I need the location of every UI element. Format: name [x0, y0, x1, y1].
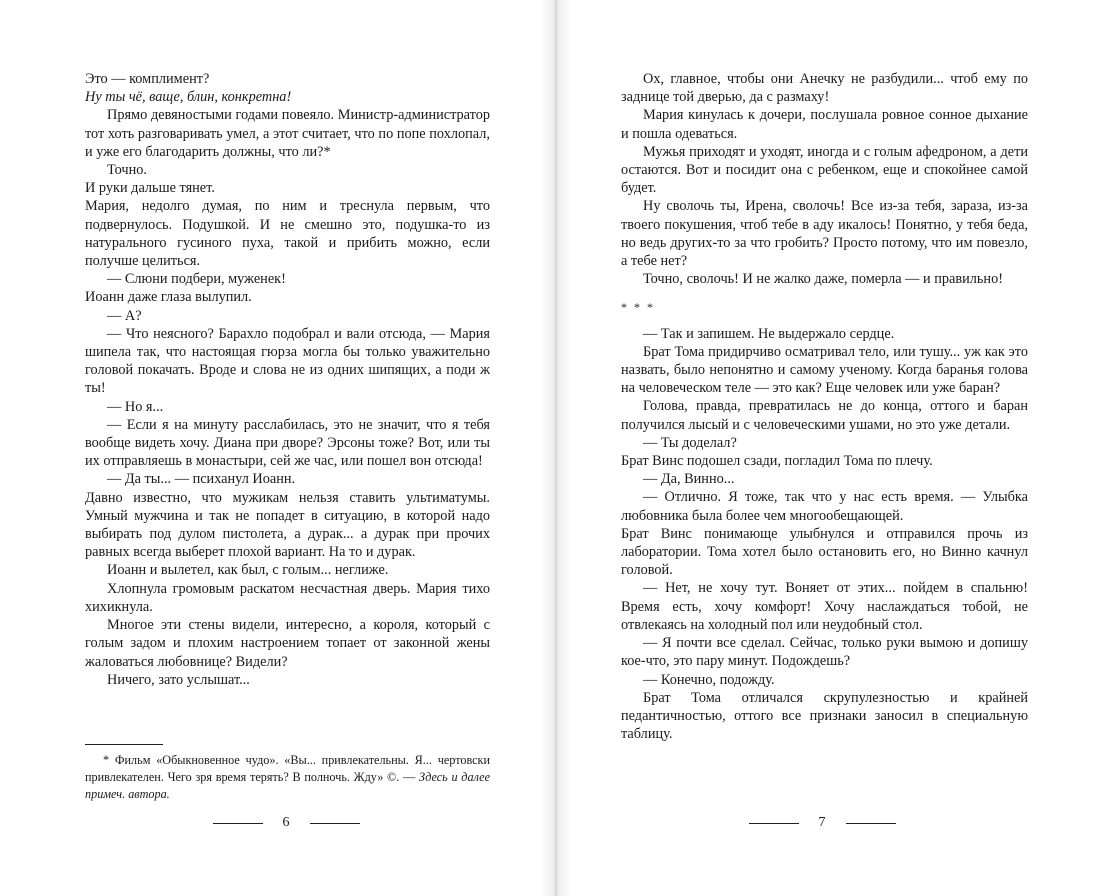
- paragraph: Голова, правда, превратилась не до конца, оттого и баран получился лысый и с человеческими ушами, но это уже детали.: [621, 398, 1028, 433]
- page-number-left: [186, 814, 386, 832]
- paragraph: Хлопнула громовым раскатом несчастная дверь. Мария тихо хихикнула.: [85, 580, 490, 615]
- folio-dash: [213, 823, 263, 824]
- footnote-divider: [85, 744, 163, 745]
- paragraph: Ох, главное, чтобы они Анечку не разбудили... чтоб ему по заднице той дверью, да с размаху!: [621, 71, 1028, 106]
- paragraph-italic: Ну ты чё, ваще, блин, конкретна!: [85, 89, 292, 106]
- folio-dash: [749, 823, 799, 824]
- paragraph: — Да ты... — психанул Иоанн.: [107, 471, 296, 488]
- paragraph: Брат Тома придирчиво осматривал тело, или тушу... уж как это назвать, было непонятно и самому ученому. Когда баранья голова на человеческом теле — это как? Еще человек или уже баран?: [621, 343, 1028, 397]
- paragraph: Брат Винс понимающе улыбнулся и отправился прочь из лаборатории. Тома хотел было остановить его, но Винно качнул головой.: [621, 525, 1028, 579]
- paragraph: — Ты доделал?: [643, 434, 737, 451]
- scene-separator: * * *: [621, 300, 655, 315]
- left-page-text: [85, 70, 490, 689]
- paragraph: — Нет, не хочу тут. Воняет от этих... пойдем в спальню! Время есть, хочу комфорт! Хочу наслаждаться тобой, не отвлекаясь на холодный пол или неудобный стол.: [621, 580, 1028, 633]
- paragraph: Многое эти стены видели, интересно, а короля, который с голым задом и плохим настроением топает от законной жены жаловаться любовнице? Видели?: [85, 617, 490, 670]
- paragraph: Ну сволочь ты, Ирена, сволочь! Все из-за тебя, зараза, из-за твоего покушения, чтоб тебе в аду икалось! Понятно, у тебя беда, но ведь других-то за что гробить? Просто потому, что им повезло, а тебе нет?: [621, 198, 1028, 270]
- paragraph: Давно известно, что мужикам нельзя ставить ультиматумы. Умный мужчина и так не попадет в ситуацию, в которой надо выбирать под дулом пистолета, а дурак... а дурак при прочих равных всегда выберет плохой вариант. На то и дурак.: [85, 489, 490, 561]
- page-number: 6: [282, 815, 290, 830]
- paragraph: — Да, Винно...: [643, 471, 735, 488]
- paragraph: Мужья приходят и уходят, иногда и с голым афедроном, а дети остаются. Вот и посидит она с ребенком, еще и спокойнее самой будет.: [621, 143, 1028, 197]
- paragraph: — Так и запишем. Не выдержало сердце.: [643, 325, 895, 342]
- footnote-text: * Фильм «Обыкновенное чудо». «Вы... привлекательны. Я... чертовски привлекателен. Чего зря время терять? В полночь. Жду» ©. —: [85, 753, 490, 784]
- paragraph: Иоанн даже глаза вылупил.: [85, 289, 252, 306]
- paragraph: — Если я на минуту расслабилась, это не значит, что я тебя вообще видеть хочу. Диана при дворе? Эрсоны тоже? Вот, или ты их отправляешь в монастыри, сей же час, или пошел вон отсюда!: [85, 416, 490, 470]
- paragraph: И руки дальше тянет.: [85, 180, 215, 197]
- page-number-right: [722, 814, 922, 832]
- paragraph: — Я почти все сделал. Сейчас, только руки вымою и допишу кое-что, это пару минут. Подождешь?: [621, 635, 1028, 670]
- paragraph: — А?: [107, 307, 142, 324]
- paragraph: Прямо девяностыми годами повеяло. Министр-администратор тот хоть разговаривать умел, а этот считает, что по попе похлопал, и уже его благодарить должны, что ли?*: [85, 107, 490, 160]
- paragraph: — Слюни подбери, муженек!: [107, 271, 286, 288]
- paragraph: — Что неясного? Барахло подобрал и вали отсюда, — Мария шипела так, что настоящая гюрза могла бы только уважительно головой покачать. Вроде и слова не из одних шипящих, а поди ж ты!: [85, 325, 490, 397]
- paragraph: — Отлично. Я тоже, так что у нас есть время. — Улыбка любовника была более чем многообещающей.: [621, 489, 1028, 524]
- paragraph: Точно.: [107, 162, 148, 179]
- page-number: 7: [818, 815, 826, 830]
- paragraph: Брат Тома отличался скрупулезностью и крайней педантичностью, оттого все признаки заносил в специальную таблицу.: [621, 689, 1028, 743]
- paragraph: Это — комплимент?: [85, 71, 210, 87]
- paragraph: — Но я...: [107, 398, 164, 415]
- right-page-text: [621, 70, 1028, 743]
- paragraph: Иоанн и вылетел, как был, с голым... неглиже.: [107, 562, 389, 579]
- footnote: [85, 752, 490, 803]
- folio-dash: [310, 823, 360, 824]
- paragraph: Точно, сволочь! И не жалко даже, померла — и правильно!: [643, 271, 1003, 288]
- folio-dash: [846, 823, 896, 824]
- footnote-italic: Здесь и далее примеч. автора.: [85, 770, 491, 801]
- paragraph: — Конечно, подожду.: [643, 671, 775, 688]
- paragraph: Мария, недолго думая, по ним и треснула первым, что подвернулось. Подушкой. И не смешно это, подушка-то из натурального гусиного пуха, такой и прибить можно, если получше целиться.: [85, 198, 490, 270]
- paragraph: Ничего, зато услышат...: [107, 671, 250, 688]
- paragraph: Брат Винс подошел сзади, погладил Тома по плечу.: [621, 453, 933, 470]
- paragraph: Мария кинулась к дочери, послушала ровное сонное дыхание и пошла одеваться.: [621, 107, 1028, 142]
